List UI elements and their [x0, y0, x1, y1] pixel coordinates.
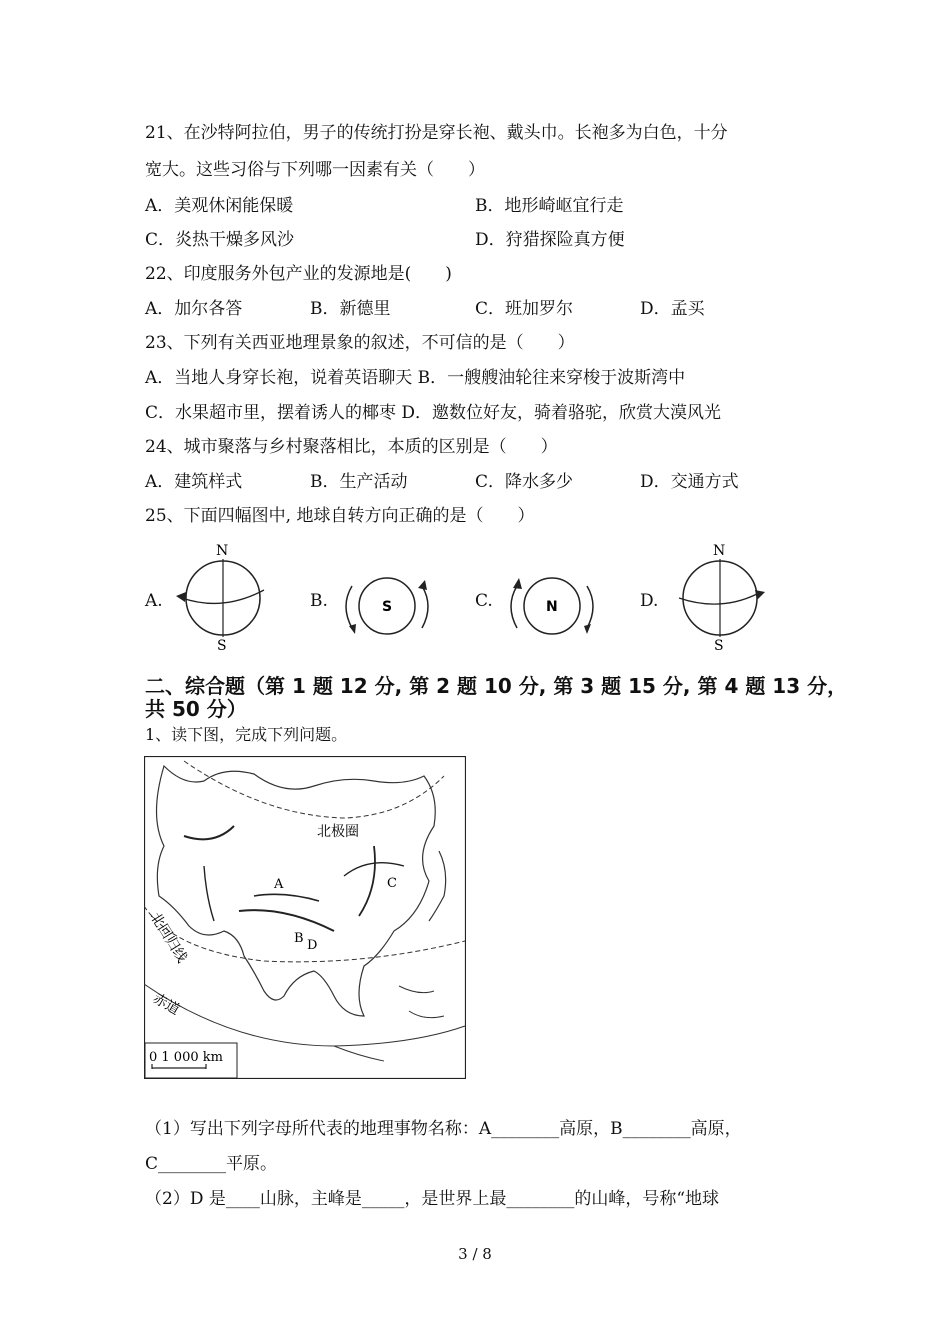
q25-stem: 25、下面四幅图中, 地球自转方向正确的是（ ） [145, 506, 535, 526]
globe-d-north-label: N [713, 543, 726, 559]
globe-c-diagram [503, 568, 603, 640]
q21-option-b: B．地形崎岖宜行走 [475, 196, 624, 216]
q24-option-d: D．交通方式 [640, 472, 739, 492]
globe-a-diagram [168, 540, 278, 656]
map-tropic-label: 北回归线 [146, 909, 190, 966]
q21-option-d: D．狩猎探险真方便 [475, 230, 625, 250]
map-scale-label: 0 1 000 km [149, 1050, 223, 1065]
map-label-d: D [307, 938, 318, 953]
q21-option-a: A．美观休闲能保暖 [145, 196, 294, 216]
q25-option-b-label: B. [310, 591, 328, 611]
globe-b-diagram [338, 568, 438, 640]
map-equator-label: 赤道 [150, 990, 183, 1019]
q25-option-c-label: C. [475, 591, 493, 611]
q21-option-c: C．炎热干燥多风沙 [145, 230, 295, 250]
q24-option-b: B．生产活动 [310, 472, 408, 492]
q22-stem: 22、印度服务外包产业的发源地是( ) [145, 264, 452, 284]
q24-option-c: C．降水多少 [475, 472, 574, 492]
c1-stem: 1、读下图，完成下列问题。 [145, 725, 348, 744]
c1-part2: （2）D 是____山脉，主峰是_____，是世界上最________的山峰，号称“地球 [145, 1189, 720, 1209]
globe-b-pole-label: S [382, 599, 393, 615]
globe-c-pole-label: N [546, 599, 558, 615]
q24-stem: 24、城市聚落与乡村聚落相比，本质的区别是（ ） [145, 437, 558, 457]
map-label-a: A [274, 877, 284, 892]
q24-option-a: A．建筑样式 [145, 472, 243, 492]
q23-options-cd: C．水果超市里，摆着诱人的椰枣 D．邀数位好友，骑着骆驼，欣赏大漠风光 [145, 403, 722, 423]
map-label-c: C [387, 876, 397, 891]
asia-map [144, 756, 466, 1079]
section2-title-line1: 二、综合题（第 1 题 12 分, 第 2 题 10 分, 第 3 题 15 分, 第 4 题 13 分， [145, 674, 848, 698]
globe-a-south-label: S [217, 638, 227, 654]
q21-stem-line2: 宽大。这些习俗与下列哪一因素有关（ ） [145, 160, 485, 180]
globe-a-north-label: N [216, 543, 229, 559]
map-arctic-circle-label: 北极圈 [317, 824, 359, 840]
q22-option-c: C．班加罗尔 [475, 299, 574, 319]
globe-d-south-label: S [714, 638, 724, 654]
q23-stem: 23、下列有关西亚地理景象的叙述，不可信的是（ ） [145, 333, 575, 353]
c1-part1-line2: C________平原。 [145, 1154, 278, 1174]
q22-option-a: A．加尔各答 [145, 299, 243, 319]
q23-options-ab: A．当地人身穿长袍，说着英语聊天 B．一艘艘油轮往来穿梭于波斯湾中 [145, 368, 686, 388]
page-number: 3 / 8 [458, 1245, 492, 1263]
map-label-b: B [294, 931, 304, 946]
q25-option-a-label: A. [145, 591, 163, 611]
globe-d-diagram [665, 540, 775, 656]
q22-option-b: B．新德里 [310, 299, 391, 319]
section2-title-line2: 共 50 分） [145, 697, 247, 721]
q21-stem-line1: 21、在沙特阿拉伯，男子的传统打扮是穿长袍、戴头巾。长袍多为白色，十分 [145, 123, 728, 143]
q22-option-d: D．孟买 [640, 299, 705, 319]
q25-option-d-label: D. [640, 591, 659, 611]
c1-part1-line1: （1）写出下列字母所代表的地理事物名称：A________高原，B________高原， [145, 1119, 742, 1139]
